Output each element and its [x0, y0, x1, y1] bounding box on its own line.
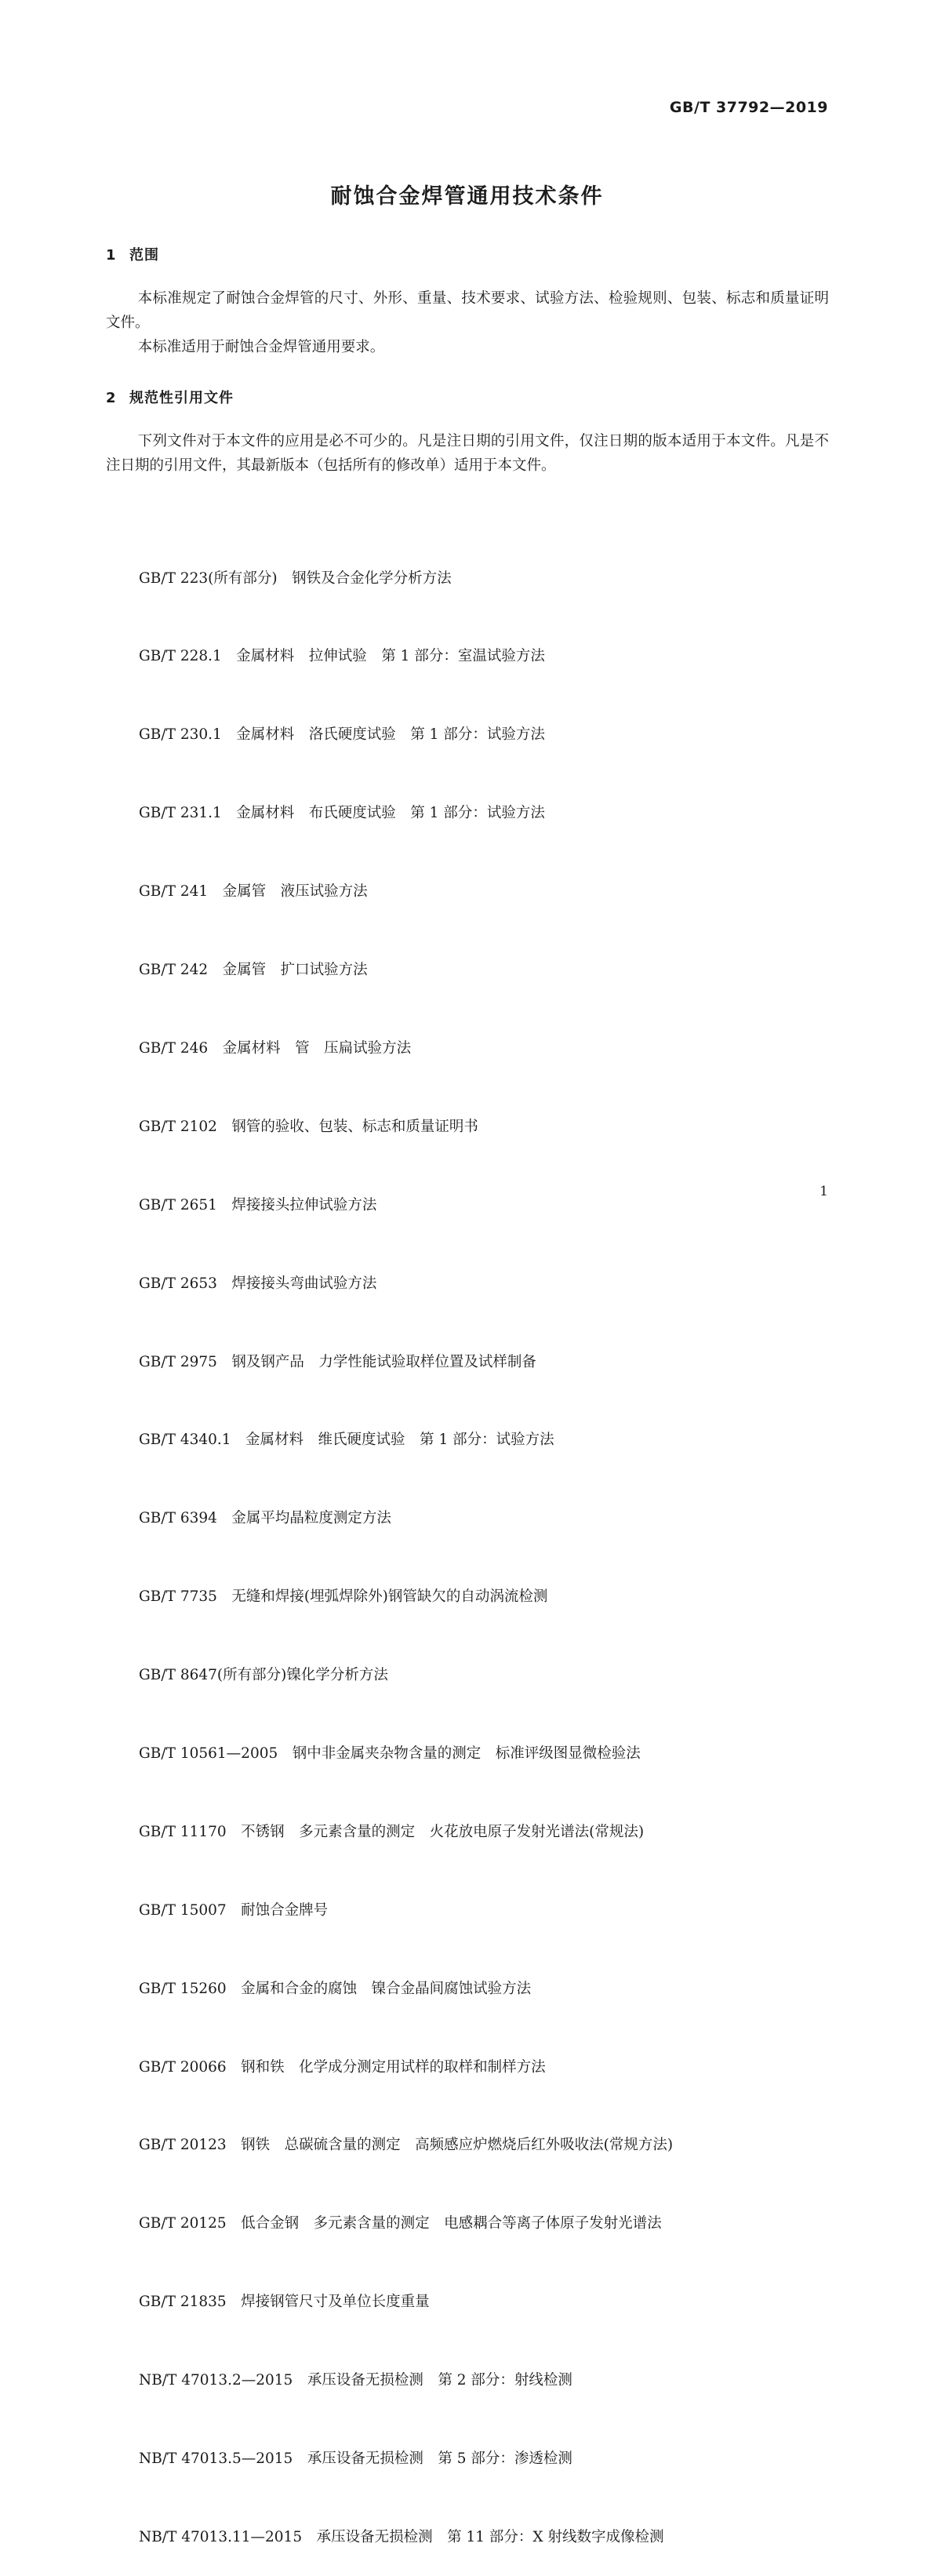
reference-item: GB/T 20066 钢和铁 化学成分测定用试样的取样和制样方法 [139, 2058, 546, 2076]
reference-item: GB/T 2102 钢管的验收、包装、标志和质量证明书 [139, 1118, 478, 1135]
reference-item: GB/T 6394 金属平均晶粒度测定方法 [139, 1510, 391, 1527]
section-2-title: 规范性引用文件 [129, 390, 234, 406]
reference-item: GB/T 21835 焊接钢管尺寸及单位长度重量 [139, 2294, 430, 2311]
reference-item: GB/T 10561—2005 钢中非金属夹杂物含量的测定 标准评级图显微检验法 [139, 1745, 641, 1762]
document-title: 耐蚀合金焊管通用技术条件 [330, 184, 604, 209]
reference-item: NB/T 47013.11—2015 承压设备无损检测 第 11 部分：X 射线数字成像检测 [139, 2528, 664, 2545]
reference-item: GB/T 4340.1 金属材料 维氏硬度试验 第 1 部分：试验方法 [139, 1432, 554, 1449]
section-1-number: 1 [106, 247, 117, 264]
standard-code: GB/T 37792—2019 [669, 99, 828, 116]
reference-item: GB/T 246 金属材料 管 压扁试验方法 [139, 1039, 412, 1057]
reference-item: GB/T 20123 钢铁 总碳硫含量的测定 高频感应炉燃烧后红外吸收法(常规方法) [139, 2137, 674, 2154]
reference-item: GB/T 242 金属管 扩口试验方法 [139, 962, 368, 979]
reference-item: GB/T 2975 钢及钢产品 力学性能试验取样位置及试样制备 [139, 1353, 536, 1370]
reference-item: GB/T 230.1 金属材料 洛氏硬度试验 第 1 部分：试验方法 [139, 726, 545, 744]
reference-item: GB/T 241 金属管 液压试验方法 [139, 883, 368, 901]
normative-references-list [139, 513, 673, 2576]
reference-item: GB/T 20125 低合金钢 多元素含量的测定 电感耦合等离子体原子发射光谱法 [139, 2215, 662, 2232]
reference-item: GB/T 7735 无缝和焊接(埋弧焊除外)钢管缺欠的自动涡流检测 [139, 1588, 548, 1606]
reference-item: NB/T 47013.2—2015 承压设备无损检测 第 2 部分：射线检测 [139, 2372, 572, 2389]
section-2-body [106, 429, 829, 478]
scope-paragraph: 本标准规定了耐蚀合金焊管的尺寸、外形、重量、技术要求、试验方法、检验规则、包装、标志和质量证明文件。 [106, 290, 829, 331]
section-1-title: 范围 [129, 247, 159, 264]
reference-item: GB/T 11170 不锈钢 多元素含量的测定 火花放电原子发射光谱法(常规法) [139, 1823, 645, 1840]
applicability-paragraph: 本标准适用于耐蚀合金焊管通用要求。 [137, 339, 385, 355]
section-2-number: 2 [106, 390, 117, 406]
reference-item: NB/T 47013.5—2015 承压设备无损检测 第 5 部分：渗透检测 [139, 2450, 572, 2467]
section-1-heading [106, 244, 159, 264]
reference-item: GB/T 223(所有部分) 钢铁及合金化学分析方法 [139, 569, 452, 587]
reference-item: GB/T 15260 金属和合金的腐蚀 镍合金晶间腐蚀试验方法 [139, 1980, 532, 1997]
page-number: 1 [820, 1184, 828, 1199]
reference-item: GB/T 2651 焊接接头拉伸试验方法 [139, 1196, 377, 1213]
section-2-heading [106, 387, 234, 407]
reference-item: GB/T 8647(所有部分)镍化学分析方法 [139, 1667, 388, 1684]
reference-item: GB/T 228.1 金属材料 拉伸试验 第 1 部分：室温试验方法 [139, 648, 545, 665]
reference-item: GB/T 231.1 金属材料 布氏硬度试验 第 1 部分：试验方法 [139, 805, 545, 822]
references-intro-paragraph: 下列文件对于本文件的应用是必不可少的。凡是注日期的引用文件，仅注日期的版本适用于本文件。凡是不注日期的引用文件，其最新版本（包括所有的修改单）适用于本文件。 [106, 433, 829, 474]
reference-item: GB/T 2653 焊接接头弯曲试验方法 [139, 1275, 377, 1292]
section-1-body [106, 286, 829, 359]
reference-item: GB/T 15007 耐蚀合金牌号 [139, 1901, 329, 1919]
